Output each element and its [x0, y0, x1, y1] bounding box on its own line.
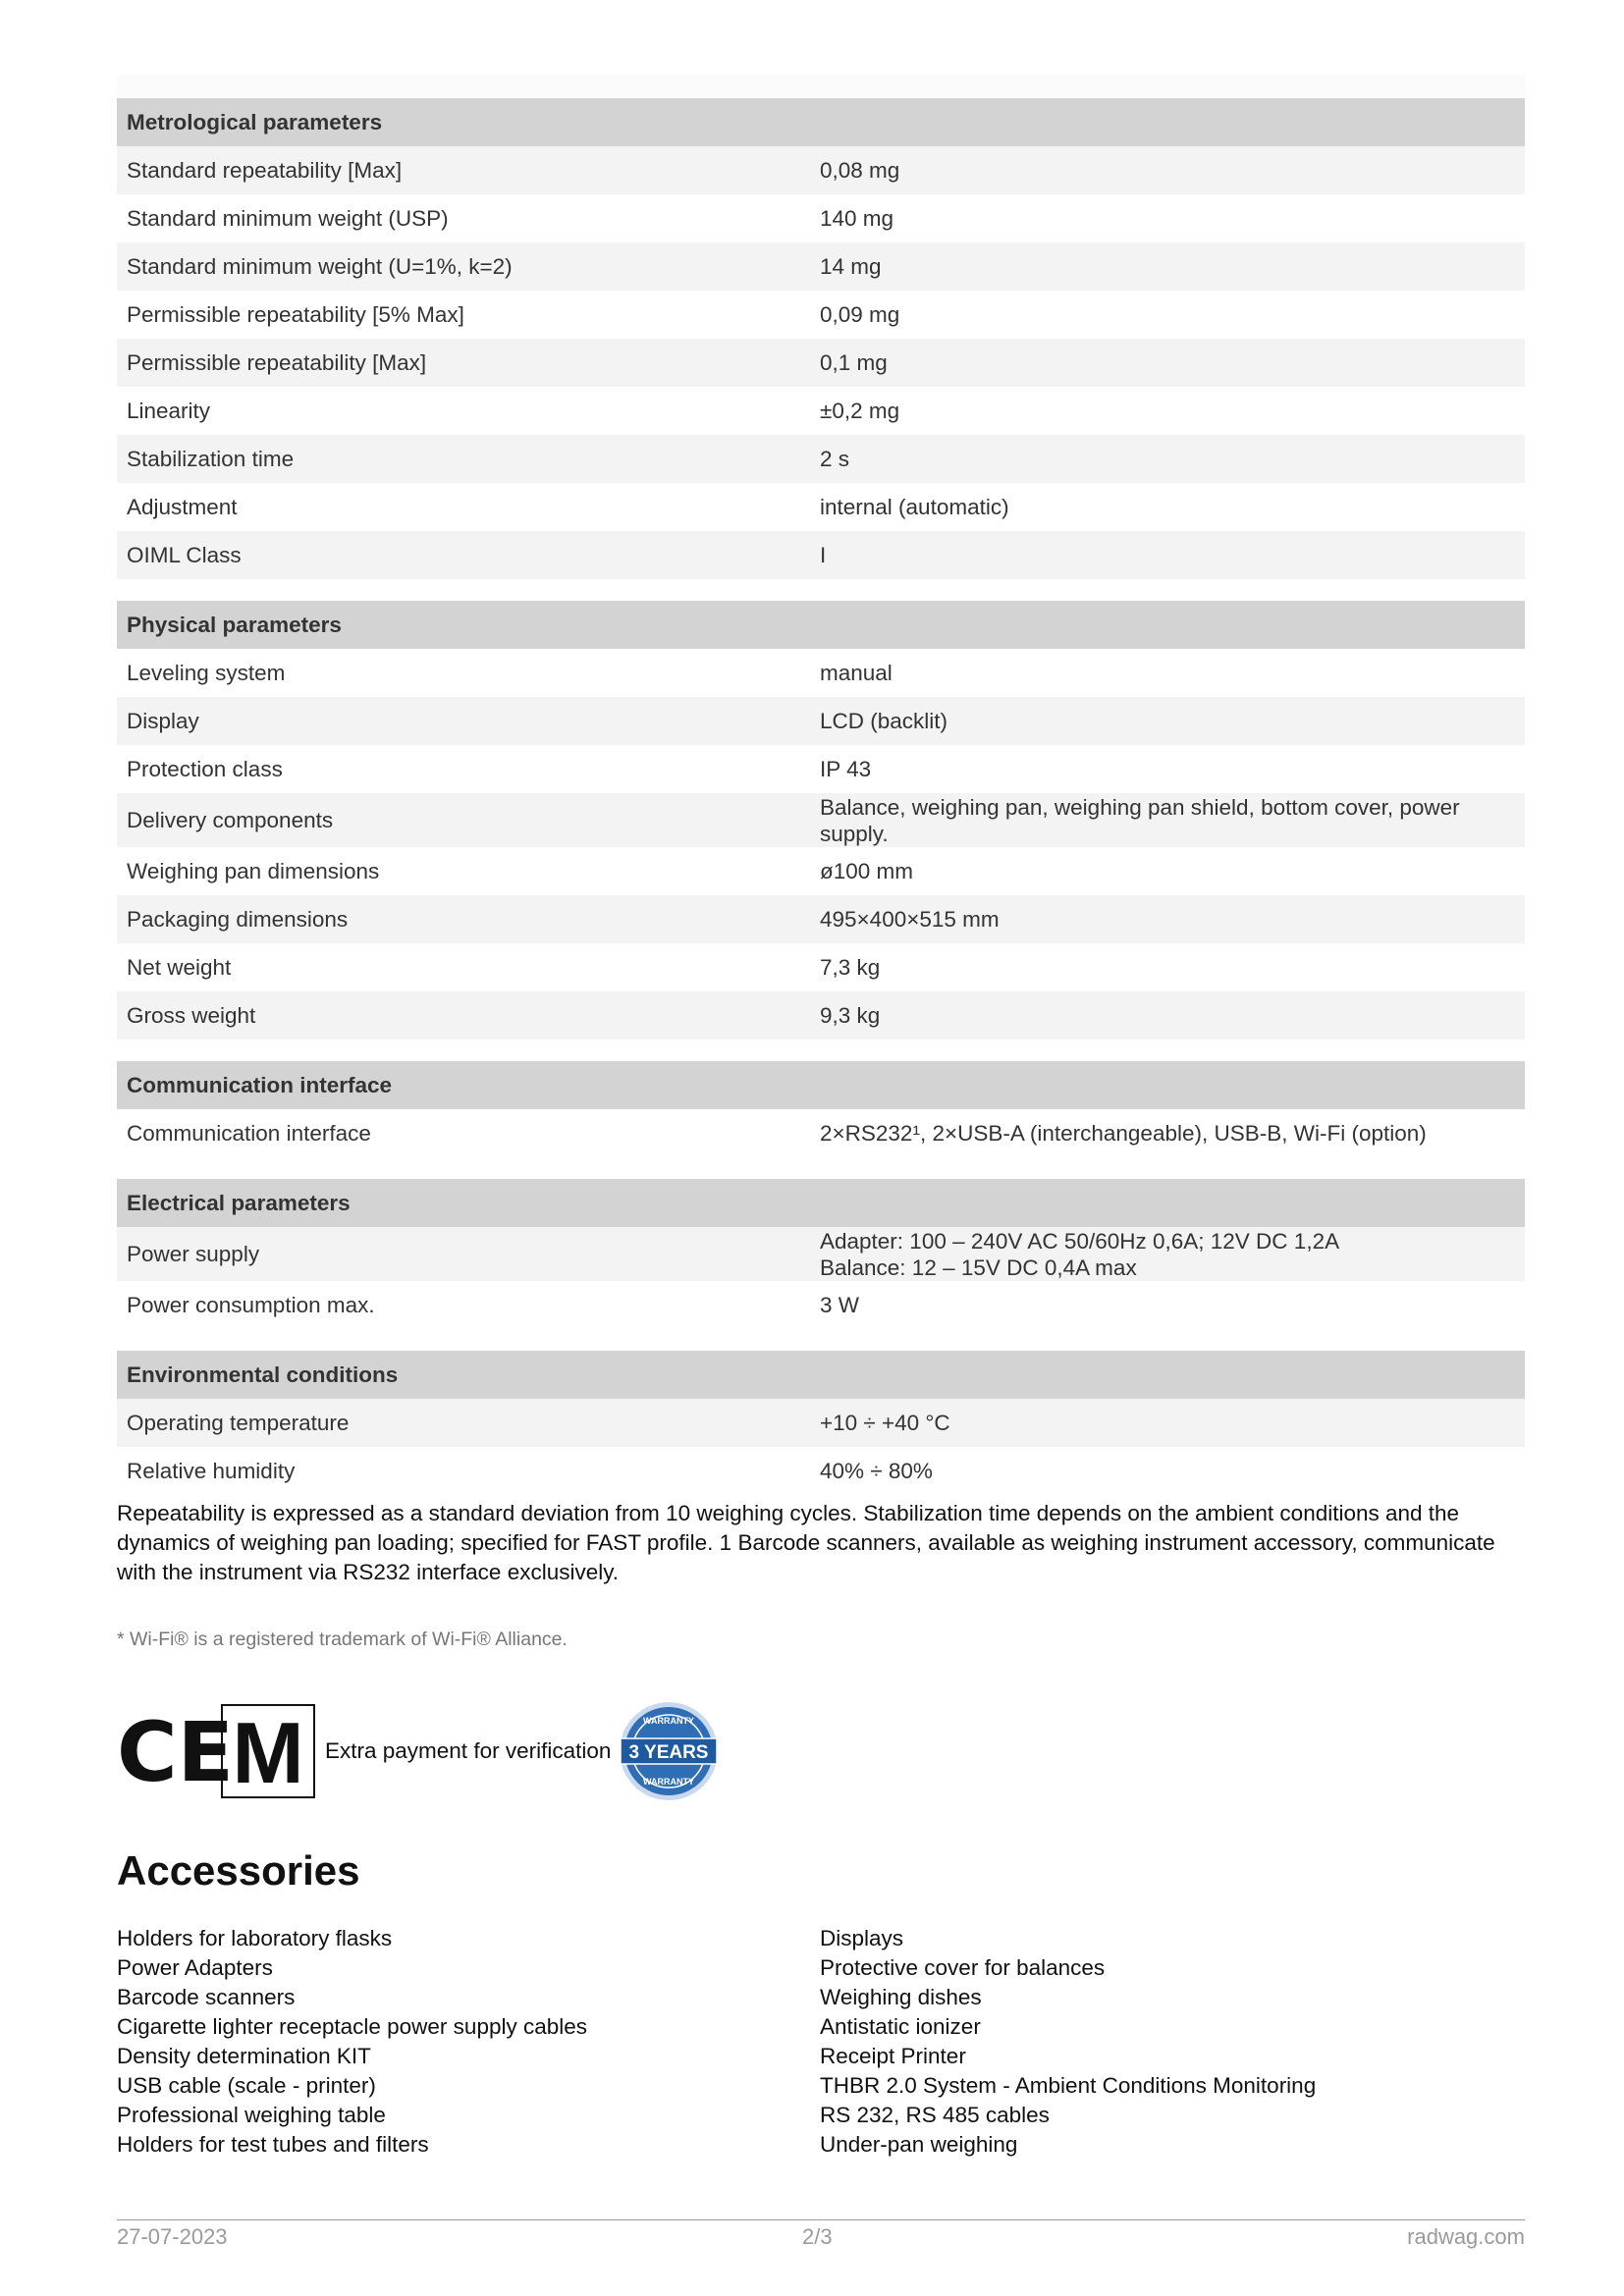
row-label: Net weight: [117, 943, 810, 991]
row-value: 14 mg: [810, 242, 1525, 291]
ce-mark-icon: [117, 1702, 235, 1800]
spec-table: [117, 75, 1525, 1495]
row-label: Linearity: [117, 387, 810, 435]
row-label: Adjustment: [117, 483, 810, 531]
row-label: Permissible repeatability [Max]: [117, 339, 810, 387]
ce-mark-text: CE: [117, 1704, 235, 1800]
row-value: 140 mg: [810, 194, 1525, 242]
table-row: [117, 531, 1525, 579]
row-label: Standard minimum weight (USP): [117, 194, 810, 242]
table-row: [117, 291, 1525, 339]
table-row: [117, 895, 1525, 943]
row-value: 0,08 mg: [810, 146, 1525, 194]
list-item: Antistatic ionizer: [820, 2014, 981, 2039]
warranty-badge-icon: [615, 1698, 723, 1804]
section-title: Physical parameters: [117, 601, 810, 649]
table-row: [117, 991, 1525, 1040]
table-row: [117, 483, 1525, 531]
row-value-line: Adapter: 100 – 240V AC 50/60Hz 0,6A; 12V DC 1,2A: [820, 1228, 1340, 1254]
table-row: [117, 793, 1525, 847]
footnote-text: Repeatability is expressed as a standard deviation from 10 weighing cycles. Stabilization time depends on the ambient conditions and the dynamics of weighing pan loading; specified for FAST profile. 1 Barcode scanners, available as weighing instrument accessory, communicate with the instrument via RS232 interface exclusively.: [117, 1501, 1495, 1584]
row-label: Leveling system: [117, 649, 810, 697]
table-row: [117, 649, 1525, 697]
row-value: 7,3 kg: [810, 943, 1525, 991]
table-row: [117, 242, 1525, 291]
list-item: Barcode scanners: [117, 1985, 296, 2009]
footer-site-link[interactable]: radwag.com: [1407, 2224, 1525, 2249]
list-item: Holders for test tubes and filters: [117, 2132, 429, 2157]
row-value: ±0,2 mg: [810, 387, 1525, 435]
row-value: 40% ÷ 80%: [810, 1447, 1525, 1495]
list-item: Protective cover for balances: [820, 1955, 1106, 1980]
row-value: internal (automatic): [810, 483, 1525, 531]
table-row: [117, 697, 1525, 745]
table-row: [117, 1227, 1525, 1281]
row-label: Communication interface: [117, 1109, 810, 1157]
table-row: [117, 1399, 1525, 1447]
table-row: [117, 1109, 1525, 1157]
section-header-physical: [117, 601, 1525, 649]
warranty-main-text: 3 YEARS: [628, 1742, 709, 1763]
row-label: Packaging dimensions: [117, 895, 810, 943]
section-header-communication: [117, 1061, 1525, 1109]
list-item: Density determination KIT: [117, 2044, 371, 2068]
row-value: 2 s: [810, 435, 1525, 483]
table-row: [117, 146, 1525, 194]
section-title: Environmental conditions: [117, 1351, 810, 1399]
list-item: Under-pan weighing: [820, 2132, 1018, 2157]
section-header-electrical: [117, 1179, 1525, 1227]
row-value: manual: [810, 649, 1525, 697]
list-item: Weighing dishes: [820, 1985, 982, 2009]
footer-date: 27-07-2023: [117, 2224, 228, 2249]
row-label: OIML Class: [117, 531, 810, 579]
row-label: Relative humidity: [117, 1447, 810, 1495]
row-label: Permissible repeatability [5% Max]: [117, 291, 810, 339]
list-item: Receipt Printer: [820, 2044, 966, 2068]
row-value: 495×400×515 mm: [810, 895, 1525, 943]
row-label: Standard repeatability [Max]: [117, 146, 810, 194]
table-row: [117, 1281, 1525, 1329]
row-label: Standard minimum weight (U=1%, k=2): [117, 242, 810, 291]
row-value: 3 W: [810, 1281, 1525, 1329]
list-item: Holders for laboratory flasks: [117, 1926, 393, 1950]
row-value-line: Balance: 12 – 15V DC 0,4A max: [820, 1255, 1137, 1280]
table-row: [117, 847, 1525, 895]
table-row: [117, 194, 1525, 242]
row-label: Power supply: [117, 1227, 810, 1281]
section-title: Metrological parameters: [117, 98, 810, 146]
metrology-m-icon: [221, 1704, 315, 1801]
row-value: I: [810, 531, 1525, 579]
list-item: Power Adapters: [117, 1955, 273, 1980]
accessories-list: [117, 1924, 1525, 2160]
section-header-metrological: [117, 98, 1525, 146]
verification-text: Extra payment for verification: [325, 1738, 612, 1763]
table-row: [117, 435, 1525, 483]
table-row: [117, 387, 1525, 435]
row-value: Balance, weighing pan, weighing pan shield, bottom cover, power supply.: [810, 793, 1525, 847]
row-value: 0,09 mg: [810, 291, 1525, 339]
row-value: [810, 1227, 1525, 1281]
row-value: LCD (backlit): [810, 697, 1525, 745]
section-title: Communication interface: [117, 1061, 810, 1109]
list-item: Displays: [820, 1926, 904, 1950]
certification-marks: [117, 1698, 1525, 1804]
table-row: [117, 745, 1525, 793]
warranty-bottom-text: WARRANTY: [643, 1777, 695, 1787]
row-label: Weighing pan dimensions: [117, 847, 810, 895]
row-value: 2×RS232¹, 2×USB-A (interchangeable), USB-B, Wi-Fi (option): [810, 1109, 1525, 1157]
row-label: Delivery components: [117, 793, 810, 847]
row-value: 0,1 mg: [810, 339, 1525, 387]
spec-page: [117, 75, 1525, 2160]
row-label: Gross weight: [117, 991, 810, 1040]
metrology-m-glyph: [229, 1704, 307, 1801]
row-label: Power consumption max.: [117, 1281, 810, 1329]
list-item: Cigarette lighter receptacle power supply cables: [117, 2014, 588, 2039]
accessories-left-column: [117, 1924, 820, 2160]
accessories-heading: Accessories: [117, 1847, 360, 1894]
metrology-m-text: M: [232, 1704, 304, 1801]
list-item: THBR 2.0 System - Ambient Conditions Monitoring: [820, 2073, 1317, 2098]
row-label: Stabilization time: [117, 435, 810, 483]
row-label: Operating temperature: [117, 1399, 810, 1447]
row-value: 9,3 kg: [810, 991, 1525, 1040]
list-item: USB cable (scale - printer): [117, 2073, 376, 2098]
row-value: IP 43: [810, 745, 1525, 793]
trademark-note: * Wi-Fi® is a registered trademark of Wi-Fi® Alliance.: [117, 1629, 568, 1650]
table-row: [117, 943, 1525, 991]
row-label: Protection class: [117, 745, 810, 793]
table-row: [117, 339, 1525, 387]
list-item: Professional weighing table: [117, 2103, 386, 2127]
section-header-environmental: [117, 1351, 1525, 1399]
list-item: RS 232, RS 485 cables: [820, 2103, 1050, 2127]
table-row: [117, 1447, 1525, 1495]
row-value: ø100 mm: [810, 847, 1525, 895]
warranty-top-text: WARRANTY: [643, 1716, 695, 1726]
row-value: +10 ÷ +40 °C: [810, 1399, 1525, 1447]
footer-page-number: 2/3: [802, 2224, 833, 2249]
accessories-right-column: [820, 1924, 1523, 2160]
row-label: Display: [117, 697, 810, 745]
page-footer: [117, 2219, 1525, 2250]
section-title: Electrical parameters: [117, 1179, 810, 1227]
